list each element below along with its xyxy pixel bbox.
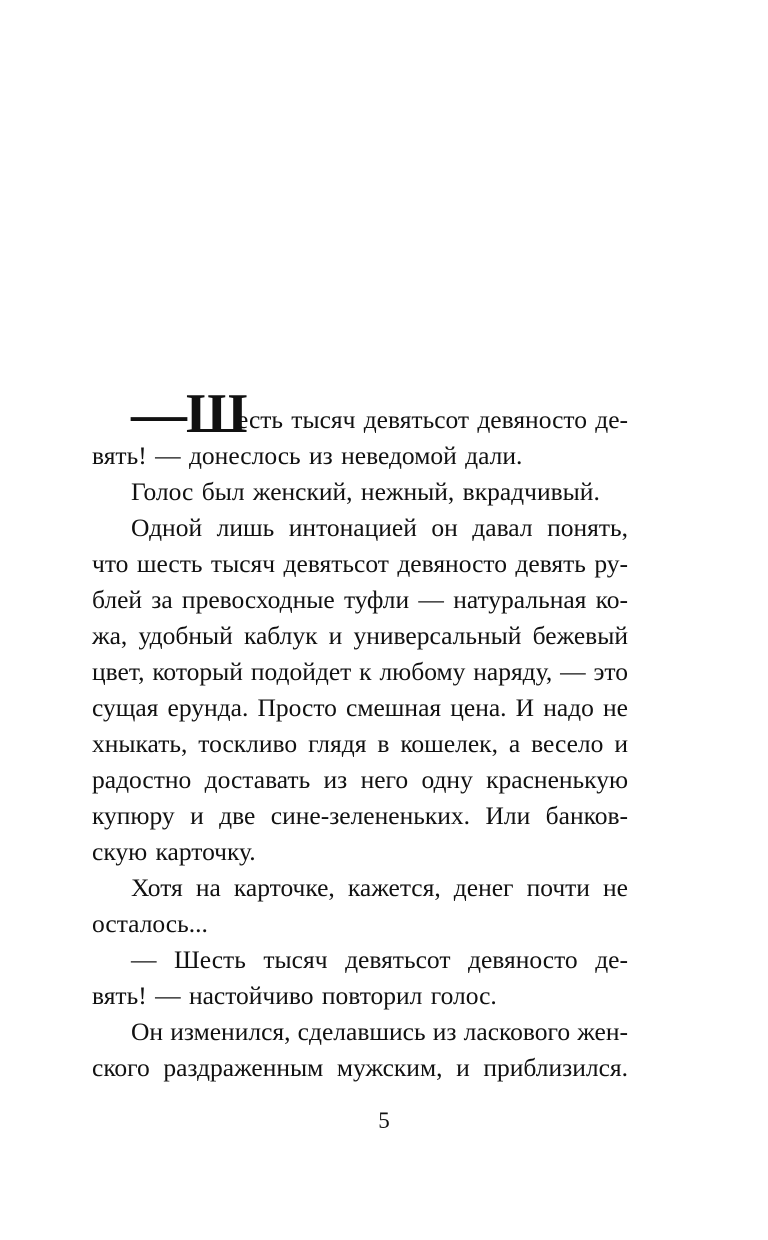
text-line-content: хныкать, тоскливо глядя в кошелек, а весело и bbox=[92, 729, 628, 758]
text-line-content: цвет, который подойдет к любому наряду, — это bbox=[92, 657, 628, 686]
text-line bbox=[92, 978, 628, 1014]
text-line bbox=[131, 1014, 628, 1050]
text-line-content: Он изменился, сделавшись из ласкового жен- bbox=[131, 1017, 628, 1046]
text-line bbox=[92, 906, 628, 942]
text-line-content: радостно доставать из него одну красненькую bbox=[92, 765, 628, 794]
text-line bbox=[131, 474, 628, 510]
text-line bbox=[131, 510, 628, 546]
text-line bbox=[92, 726, 628, 762]
text-line bbox=[92, 1050, 628, 1086]
text-line-content: — Шесть тысяч девятьсот девяносто де- bbox=[131, 945, 628, 974]
text-line-content: вять! — донеслось из неведомой дали. bbox=[92, 441, 523, 470]
first-line bbox=[131, 383, 628, 445]
text-line bbox=[92, 546, 628, 582]
text-line-content: осталось... bbox=[92, 909, 208, 938]
text-line bbox=[92, 582, 628, 618]
text-line bbox=[92, 618, 628, 654]
text-line-content: Одной лишь интонацией он давал понять, bbox=[131, 513, 628, 542]
first-line-text: есть тысяч девятьсот девяносто де- bbox=[237, 404, 628, 434]
text-line-content: сущая ерунда. Просто смешная цена. И надо не bbox=[92, 693, 628, 722]
text-line bbox=[131, 942, 628, 978]
text-line bbox=[131, 870, 628, 906]
text-line-content: вять! — настойчиво повторил голос. bbox=[92, 981, 497, 1010]
drop-cap: —Ш bbox=[131, 383, 247, 445]
text-line-content: блей за превосходные туфли — натуральная ко- bbox=[92, 585, 628, 614]
paragraph-lines bbox=[92, 438, 628, 1086]
page-number: 5 bbox=[378, 1108, 390, 1133]
text-line-content: ского раздраженным мужским, и приблизился. bbox=[92, 1053, 628, 1082]
text-line bbox=[92, 798, 628, 834]
text-line bbox=[92, 690, 628, 726]
text-line bbox=[92, 762, 628, 798]
text-line-content: скую карточку. bbox=[92, 837, 256, 866]
body-text bbox=[92, 383, 628, 1086]
text-line-content: купюру и две сине-зелененьких. Или банков- bbox=[92, 801, 628, 830]
text-line-content: Хотя на карточке, кажется, денег почти не bbox=[131, 873, 628, 902]
text-line bbox=[92, 834, 628, 870]
text-line-content: жа, удобный каблук и универсальный бежевый bbox=[92, 621, 628, 650]
text-line bbox=[92, 438, 628, 474]
text-line-content: Голос был женский, нежный, вкрадчивый. bbox=[131, 477, 600, 506]
text-line bbox=[92, 654, 628, 690]
text-line-content: что шесть тысяч девятьсот девяносто девять ру- bbox=[92, 549, 628, 578]
